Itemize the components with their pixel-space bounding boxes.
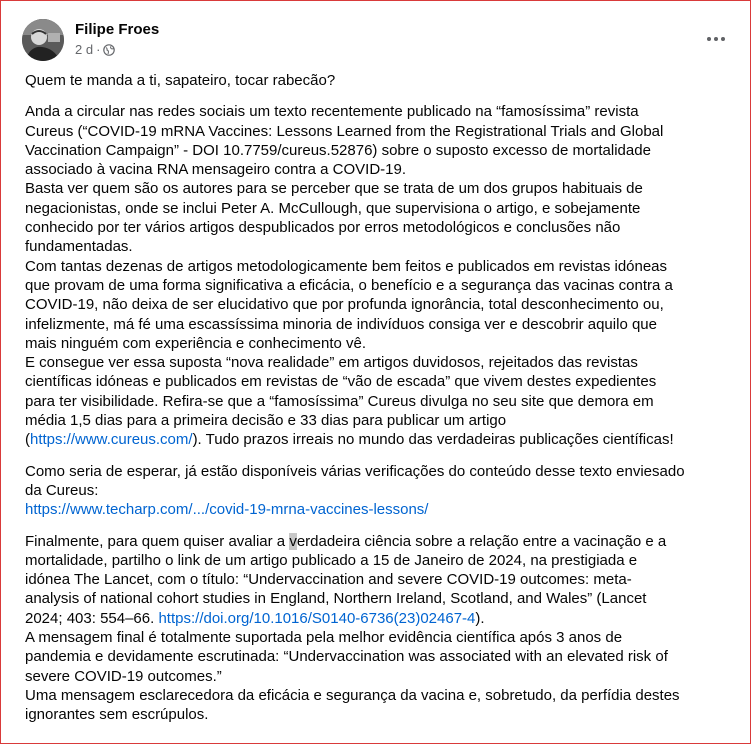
text-line: Cureus (“COVID-19 mRNA Vaccines: Lessons Learned from the Registrational Trials and Global — [25, 122, 664, 140]
text-line: E consegue ver essa suposta “nova realidade” em artigos duvidosos, rejeitados das revistas — [25, 354, 638, 372]
text-line: Uma mensagem esclarecedora da eficácia e segurança da vacina e, sobretudo, da perfídia destes — [25, 686, 680, 704]
text-cursor-highlight: v — [289, 532, 297, 550]
text-line: Como seria de esperar, já estão disponíveis várias verificações do conteúdo desse texto enviesado — [25, 462, 685, 480]
text-line: científicas idóneas e publicados em revistas de “vão de escada” que vivem destes expedientes — [25, 373, 657, 391]
text-fragment: ). — [475, 609, 485, 627]
text-line: média 1,5 dias para a primeira decisão e 33 dias para publicar um artigo — [25, 412, 507, 430]
text-line: pandemia e devidamente escrutinada: “Undervaccination was associated with an elevated risk of — [25, 648, 668, 666]
globe-icon — [103, 44, 115, 56]
meta-separator: · — [96, 42, 101, 57]
post-paragraph-1 — [25, 102, 725, 449]
text-line: idónea The Lancet, com o título: “Undervaccination and severe COVID-19 outcomes: meta- — [25, 571, 632, 589]
text-fragment: Finalmente, para quem quiser avaliar a — [25, 532, 290, 550]
techarp-link[interactable]: https://www.techarp.com/.../covid-19-mrna-vaccines-lessons/ — [25, 501, 429, 519]
text-line: ignorantes sem escrúpulos. — [25, 706, 209, 724]
cureus-link[interactable]: https://www.cureus.com/ — [30, 431, 193, 449]
more-options-button[interactable] — [702, 27, 730, 51]
text-fragment: ( — [25, 431, 30, 449]
text-line: Anda a circular nas redes sociais um texto recentemente publicado na “famosíssima” revista — [25, 103, 639, 121]
text-line: fundamentadas. — [25, 238, 133, 256]
text-line: mortalidade, partilho o link de um artigo publicado a 15 de Janeiro de 2024, na prestigiada e — [25, 551, 638, 569]
post-meta — [75, 42, 115, 57]
text-line: Com tantas dezenas de artigos metodologicamente bem feitos e publicados em revistas idóneas — [25, 257, 668, 275]
post-paragraph-3 — [25, 532, 725, 725]
text-line: conhecido por ter vários artigos despublicados por erros metodológicos e conclusões não — [25, 219, 621, 237]
text-line: Basta ver quem são os autores para se perceber que se trata de um dos grupos habituais de — [25, 180, 643, 198]
text-line: que provam de uma forma significativa a eficácia, o benefício e a segurança das vacinas contra a — [25, 276, 673, 294]
text-line: A mensagem final é totalmente suportada pela melhor evidência científica após 3 anos de — [25, 629, 623, 647]
post-time[interactable]: 2 d — [75, 42, 94, 57]
text-line: analysis of national cohort studies in England, Northern Ireland, Scotland, and Wales” (Lancet — [25, 590, 647, 608]
text-line: COVID-19, não deixa de ser elucidativo que por profunda ignorância, total desconhecimento ou, — [25, 296, 664, 314]
avatar[interactable] — [22, 19, 64, 61]
post-header — [22, 19, 730, 63]
avatar-photo-icon — [22, 19, 64, 61]
text-line: mais ninguém com experiência e conhecimento vê. — [25, 334, 367, 352]
text-fragment: erdadeira ciência sobre a relação entre a vacinação e a — [296, 532, 667, 550]
text-line: infelizmente, má fé uma escassíssima minoria de indivíduos consiga ver e descobrir aquilo que — [25, 315, 657, 333]
text-line: para ter visibilidade. Refira-se que a “famosíssima” Cureus divulga no seu site que demora em — [25, 392, 654, 410]
text-line: Vaccination Campaign” - DOI 10.7759/cureus.52876) sobre o suposto excesso de mortalidade — [25, 141, 651, 159]
text-fragment: 2024; 403: 554–66. — [25, 609, 159, 627]
text-line: associado à vacina RNA mensageiro contra a COVID-19. — [25, 161, 407, 179]
doi-link[interactable]: https://doi.org/10.1016/S0140-6736(23)02467-4 — [158, 609, 476, 627]
author-name[interactable]: Filipe Froes — [75, 21, 160, 38]
text-line: severe COVID-19 outcomes.” — [25, 667, 222, 685]
text-fragment: ). Tudo prazos irreais no mundo das verdadeiras publicações científicas! — [192, 431, 674, 449]
text-line: da Cureus: — [25, 481, 99, 499]
text-line: negacionistas, onde se inclui Peter A. McCullough, que supervisiona o artigo, e sobejamente — [25, 199, 641, 217]
post-title: Quem te manda a ti, sapateiro, tocar rabecão? — [25, 72, 336, 89]
post-body — [25, 71, 725, 725]
more-options-icon — [706, 36, 726, 42]
post-paragraph-2 — [25, 462, 725, 520]
